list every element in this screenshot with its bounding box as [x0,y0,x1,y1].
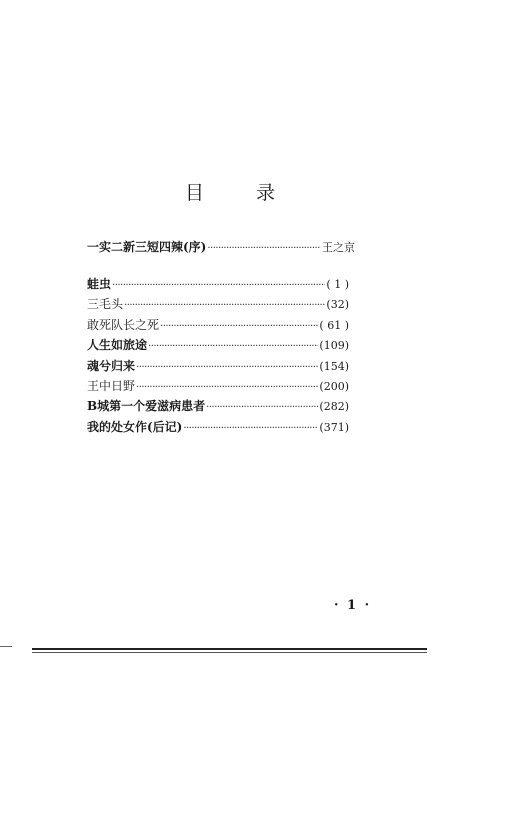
page-number: · 1 · [334,598,372,613]
entry-page: (109) [319,339,349,353]
toc-entry[interactable] [87,377,349,397]
entry-page: (371) [319,420,349,434]
bottom-rule-thin [32,652,427,653]
dot-leader [207,243,321,254]
entry-title: B城第一个爱滋病患者 [87,399,206,414]
entry-page: ( 61 ) [319,318,349,332]
entry-page: (200) [319,379,349,393]
title-char-1: 目 [185,182,205,204]
dot-leader [112,280,325,291]
entry-page: (154) [319,359,349,373]
entry-page: ( 1 ) [326,278,349,291]
page-title [185,178,275,205]
dot-leader [136,362,318,373]
dot-leader [148,341,318,352]
toc-list [87,275,349,438]
preface-title: 一实二新三短四辣(序) [87,240,207,254]
toc-entry[interactable] [87,397,349,417]
entry-title: 蛙虫 [87,277,112,291]
dot-leader [183,423,318,434]
entry-page: (282) [319,400,349,414]
toc-entry[interactable] [87,295,349,315]
bottom-rule [32,648,427,650]
entry-page: (32) [326,298,349,312]
dot-leader [206,402,318,413]
toc-entry[interactable] [87,275,349,295]
dot-leader [160,321,318,332]
toc-entry[interactable] [87,316,349,336]
entry-title: 王中日野 [87,378,136,393]
dot-leader [124,300,325,311]
dot-leader [136,382,318,393]
margin-mark [0,646,12,647]
preface-author: 王之京 [322,241,355,254]
toc-entry[interactable] [87,357,349,377]
entry-title: 三毛头 [87,297,124,312]
toc-entry[interactable] [87,418,349,438]
toc-entry[interactable] [87,336,349,356]
preface-entry[interactable] [87,238,355,255]
entry-title: 我的处女作(后记) [87,419,183,434]
entry-title: 魂兮归来 [87,358,136,373]
entry-title: 人生如旅途 [87,338,148,353]
title-char-2: 录 [255,182,275,204]
entry-title: 敢死队长之死 [87,317,160,332]
